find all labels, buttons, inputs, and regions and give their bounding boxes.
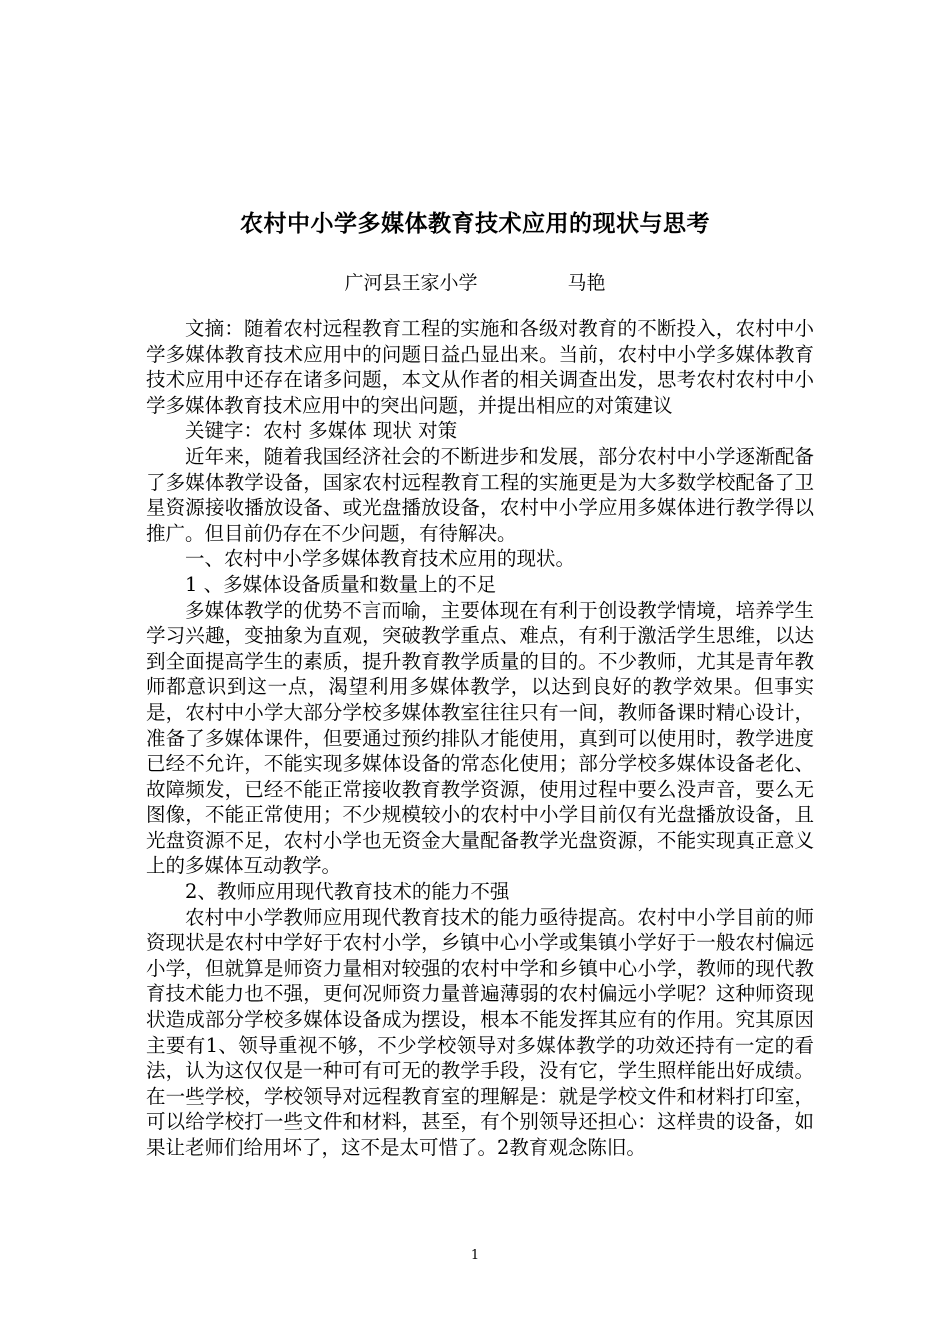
page-number: 1 bbox=[470, 1248, 480, 1263]
subsection-heading-1: 1 、多媒体设备质量和数量上的不足 bbox=[185, 572, 497, 596]
body-paragraph: 多媒体教学的优势不言而喻，主要体现在有利于创设教学情境，培养学生学习兴趣，变抽象为直观，突破教学重点、难点，有利于激活学生思维，以达到全面提高学生的素质，提升教育教学质量的目的。不少教师，尤其是青年教师都意识到这一点，渴望利用多媒体教学，以达到良好的教学效果。但事实是，农村中小学大部分学校多媒体教室往往只有一间，教师备课时精心设计，准备了多媒体课件，但要通过预约排队才能使用，真到可以使用时，教学进度已经不允许，不能实现多媒体设备的常态化使用；部分学校多媒体设备老化、故障频发，已经不能正常接收教育教学资源，使用过程中要么没声音，要么无图像，不能正常使用；不少规模较小的农村中小学目前仅有光盘播放设备，且光盘资源不足，农村小学也无资金大量配备教学光盘资源，不能实现真正意义上的多媒体互动教学。 bbox=[146, 598, 814, 878]
intro-paragraph: 近年来，随着我国经济社会的不断进步和发展，部分农村中小学逐渐配备了多媒体教学设备，国家农村远程教育工程的实施更是为大多数学校配备了卫星资源接收播放设备、或光盘播放设备，农村中小学应用多媒体进行教学得以推广。但目前仍存在不少问题，有待解决。 bbox=[146, 444, 814, 545]
author-school: 广河县王家小学 bbox=[344, 272, 478, 294]
subsection-heading-2: 2、教师应用现代教育技术的能力不强 bbox=[185, 880, 510, 904]
abstract-paragraph: 文摘：随着农村远程教育工程的实施和各级对教育的不断投入，农村中小学多媒体教育技术应用中的问题日益凸显出来。当前，农村中小学多媒体教育技术应用中还存在诸多问题，本文从作者的相关调查出发，思考农村农村中小学多媒体教育技术应用中的突出问题，并提出相应的对策建议 bbox=[146, 317, 814, 417]
document-title: 农村中小学多媒体教育技术应用的现状与思考 bbox=[240, 211, 710, 237]
keywords-paragraph: 关键字：农村 多媒体 现状 对策 bbox=[185, 419, 458, 443]
author-name: 马艳 bbox=[567, 272, 606, 294]
author-byline bbox=[0, 268, 950, 295]
body-paragraph: 农村中小学教师应用现代教育技术的能力亟待提高。农村中小学目前的师资现状是农村中学好于农村小学，乡镇中心小学或集镇小学好于一般农村偏远小学，但就算是师资力量相对较强的农村中学和乡镇中心小学，教师的现代教育技术能力也不强，更何况师资力量普遍薄弱的农村偏远小学呢？这种师资现状造成部分学校多媒体设备成为摆设，根本不能发挥其应有的作用。究其原因主要有1、领导重视不够，不少学校领导对多媒体教学的功效还持有一定的看法，认为这仅仅是一种可有可无的教学手段，没有它，学生照样能出好成绩。在一些学校，学校领导对远程教育室的理解是：就是学校文件和材料打印室，可以给学校打一些文件和材料，甚至，有个别领导还担心：这样贵的设备，如果让老师们给用坏了，这不是太可惜了。2教育观念陈旧。 bbox=[146, 905, 814, 1159]
section-heading-1: 一、农村中小学多媒体教育技术应用的现状。 bbox=[185, 547, 576, 571]
document-body bbox=[146, 316, 814, 1161]
